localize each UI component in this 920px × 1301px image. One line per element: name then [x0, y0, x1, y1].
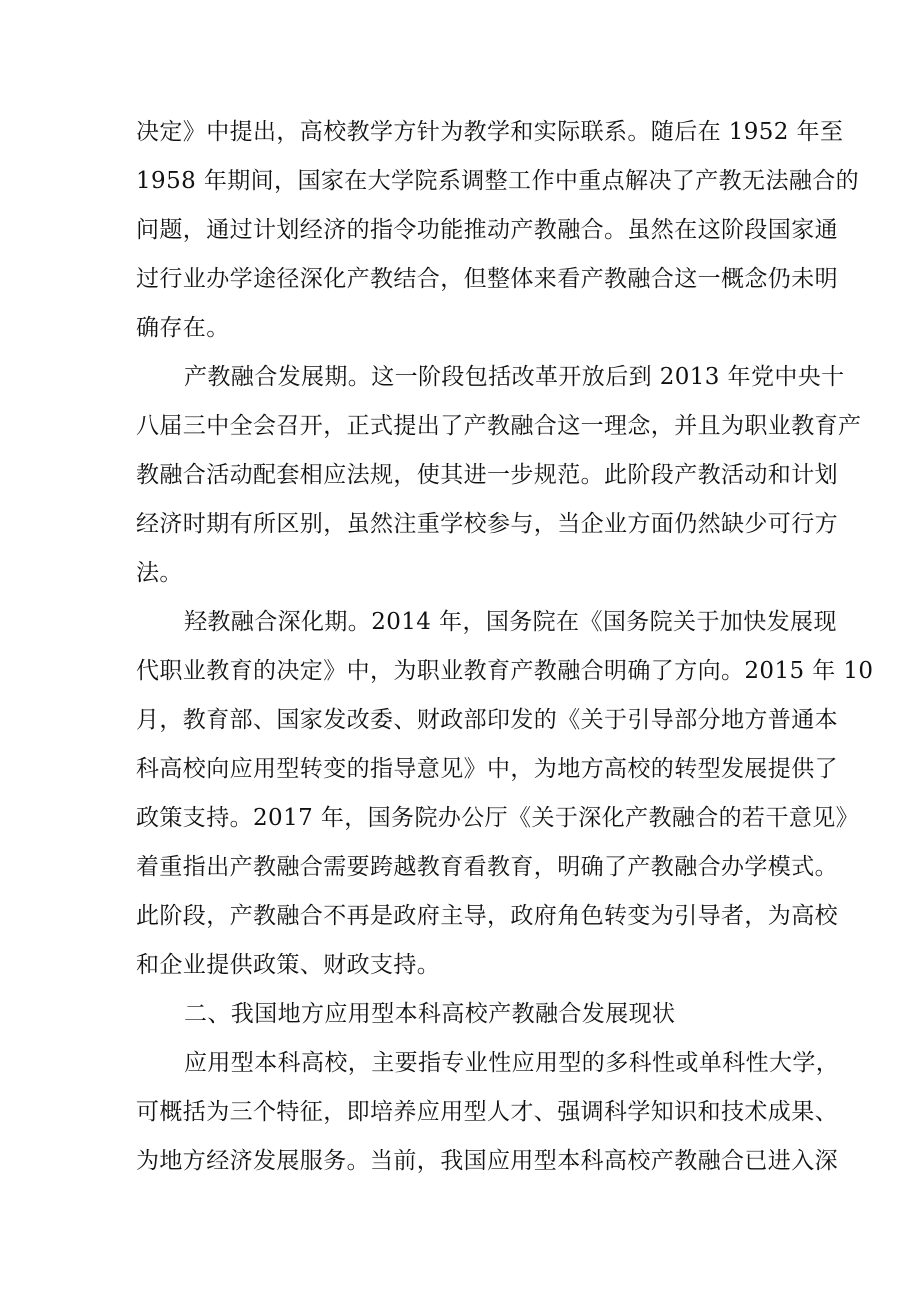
text-line: 可概括为三个特征，即培养应用型人才、强调科学知识和技术成果、 — [136, 1099, 838, 1125]
text-line: 和企业提供政策、财政支持。 — [136, 952, 441, 978]
text-line: 1958 年期间，国家在大学院系调整工作中重点解决了产教无法融合的 — [136, 168, 860, 194]
text-line: 教融合活动配套相应法规，使其进一步规范。此阶段产教活动和计划 — [136, 462, 838, 488]
section-heading: 二、我国地方应用型本科高校产教融合发展现状 — [184, 1001, 676, 1027]
text-line: 问题，通过计划经济的指令功能推动产教融合。虽然在这阶段国家通 — [136, 217, 838, 243]
text-line: 政策支持。2017 年，国务院办公厅《关于深化产教融合的若干意见》 — [136, 805, 860, 831]
text-line: 确存在。 — [136, 315, 230, 341]
text-line: 着重指出产教融合需要跨越教育看教育，明确了产教融合办学模式。 — [136, 854, 838, 880]
text-line: 决定》中提出，高校教学方针为教学和实际联系。随后在 1952 年至 — [136, 119, 844, 145]
text-line: 经济时期有所区别，虽然注重学校参与，当企业方面仍然缺少可行方 — [136, 511, 838, 537]
text-line: 科高校向应用型转变的指导意见》中，为地方高校的转型发展提供了 — [136, 756, 838, 782]
text-line: 此阶段，产教融合不再是政府主导，政府角色转变为引导者，为高校 — [136, 903, 838, 929]
paragraph-heading-line: 应用型本科高校，主要指专业性应用型的多科性或单科性大学， — [184, 1050, 840, 1076]
paragraph-heading-line: 羟教融合深化期。2014 年，国务院在《国务院关于加快发展现 — [184, 609, 837, 635]
text-line: 过行业办学途径深化产教结合，但整体来看产教融合这一概念仍未明 — [136, 266, 838, 292]
text-line: 月，教育部、国家发改委、财政部印发的《关于引导部分地方普通本 — [136, 707, 838, 733]
text-line: 八届三中全会召开，正式提出了产教融合这一理念，并且为职业教育产 — [136, 413, 862, 439]
text-line: 代职业教育的决定》中，为职业教育产教融合明确了方向。2015 年 10 — [136, 658, 874, 684]
text-line: 为地方经济发展服务。当前，我国应用型本科高校产教融合已进入深 — [136, 1148, 838, 1174]
text-line: 法。 — [136, 560, 183, 586]
paragraph-heading-line: 产教融合发展期。这一阶段包括改革开放后到 2013 年党中央十 — [184, 364, 845, 390]
